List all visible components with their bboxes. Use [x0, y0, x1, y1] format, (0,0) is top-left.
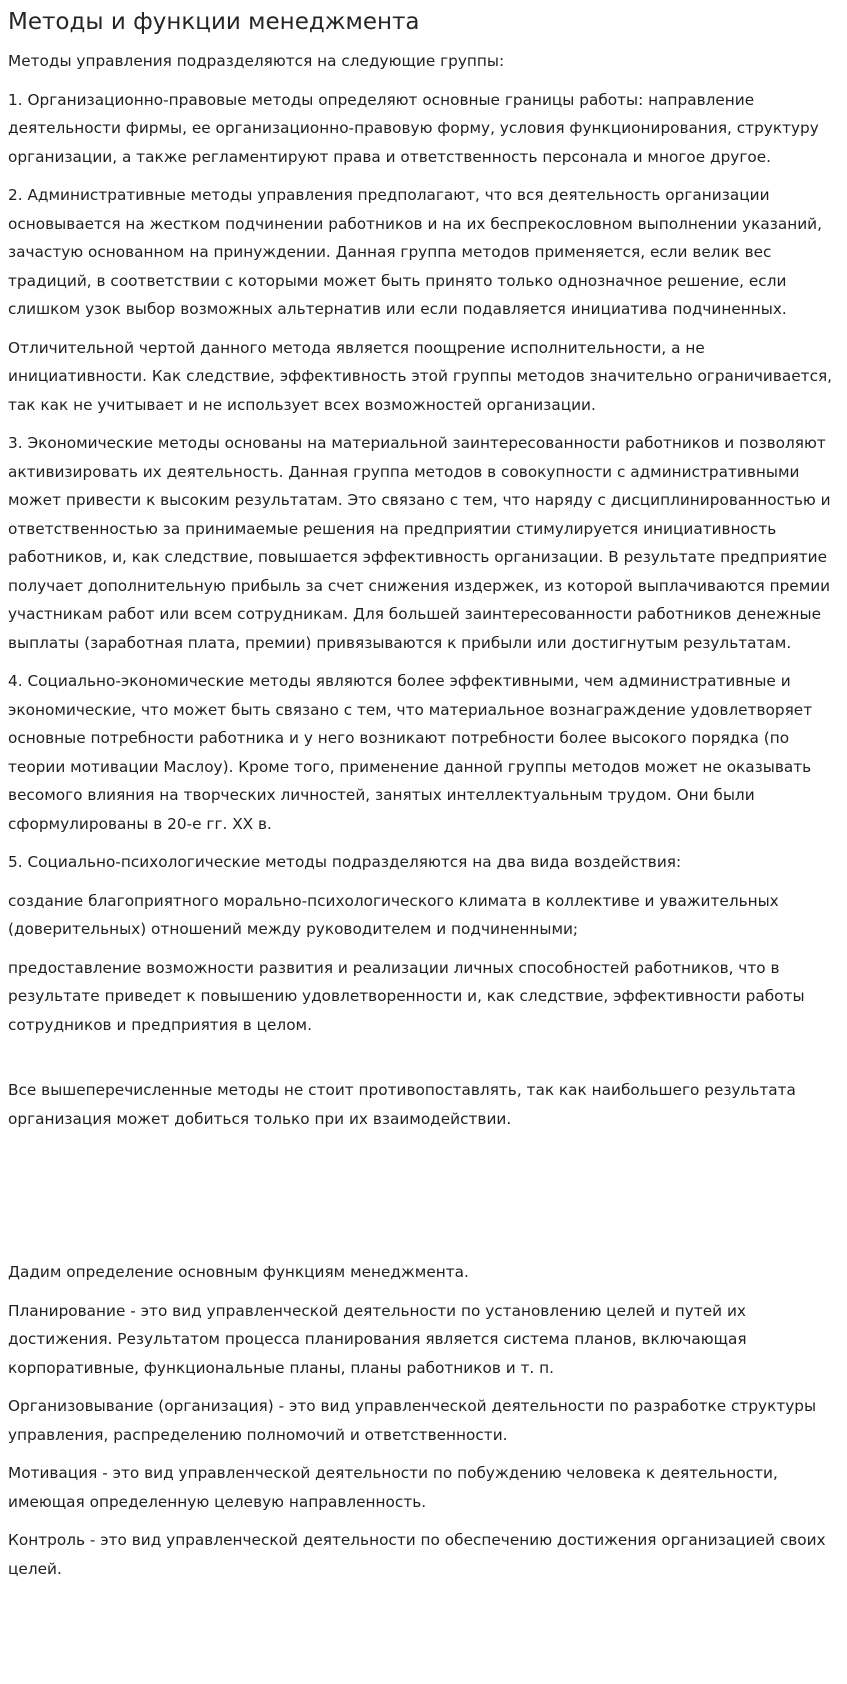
method-economic: 3. Экономические методы основаны на материальной заинтересованности работников и позволяют активизировать их деятельность. Данная группа методов в совокупности с административными может привести к высоким результатам. Это связано с тем, что наряду с дисциплинированностью и ответственностью за принимаемые решения на предприятии стимулируется инициативность работников, и, как следствие, повышается эффективность организации. В результате предприятие получает дополнительную прибыль за счет снижения издержек, из которой выплачиваются премии участникам работ или всем сотрудникам. Для большей заинтересованности работников денежные выплаты (заработная плата, премии) привязываются к прибыли или достигнутым результатам.	[8, 434, 831, 652]
function-motivation: Мотивация - это вид управленческой деятельности по побуждению человека к деятельности, имеющая определенную целевую направленность.	[8, 1464, 778, 1511]
methods-intro: Методы управления подразделяются на следующие группы:	[8, 52, 505, 70]
socio-psychological-type-2: предоставление возможности развития и реализации личных способностей работников, что в результате приведет к повышению удовлетворенности и, как следствие, эффективности работы сотрудников и предприятия в целом.	[8, 958, 805, 1034]
function-planning: Планирование - это вид управленческой деятельности по установлению целей и путей их достижения. Результатом процесса планирования является система планов, включающая корпоративные, функциональные планы, планы работников и т. п.	[8, 1301, 747, 1377]
method-administrative: 2. Административные методы управления предполагают, что вся деятельность организации основывается на жестком подчинении работников и на их беспрекословном выполнении указаний, зачастую основанном на принуждении. Данная группа методов применяется, если велик вес традиций, в соответствии с которыми может быть принято только однозначное решение, если слишком узок выбор возможных альтернатив или если подавляется инициатива подчиненных.	[8, 186, 822, 318]
section-spacer	[8, 1049, 839, 1076]
method-organizational-legal: 1. Организационно-правовые методы определяют основные границы работы: направление деятельности фирмы, ее организационно-правовую форму, условия функционирования, структуру организации, а также регламентируют права и ответственность персонала и многое другое.	[8, 90, 819, 166]
method-socio-psychological: 5. Социально-психологические методы подразделяются на два вида воздействия:	[8, 853, 682, 871]
function-organizing: Организовывание (организация) - это вид управленческой деятельности по разработке структуры управления, распределению полномочий и ответственности.	[8, 1397, 817, 1444]
method-socio-economic: 4. Социально-экономические методы являются более эффективными, чем административные и экономические, что может быть связано с тем, что материальное вознаграждение удовлетворяет основные потребности работника и у него возникают потребности более высокого порядка (по теории мотивации Маслоу). Кроме того, применение данной группы методов может не оказывать весомого влияния на творческих личностей, занятых интеллектуальным трудом. Они были сформулированы в 20-е гг. XX в.	[8, 672, 813, 833]
section-spacer	[8, 1143, 839, 1258]
methods-conclusion: Все вышеперечисленные методы не стоит противопоставлять, так как наибольшего результата организация может добиться только при их взаимодействии.	[8, 1081, 796, 1128]
page-title: Методы и функции менеджмента	[8, 9, 420, 35]
socio-psychological-type-1: создание благоприятного морально-психологического климата в коллективе и уважительных (доверительных) отношений между руководителем и подчиненными;	[8, 891, 779, 938]
function-control: Контроль - это вид управленческой деятельности по обеспечению достижения организацией своих целей.	[8, 1531, 826, 1578]
functions-intro: Дадим определение основным функциям менеджмента.	[8, 1263, 469, 1281]
method-administrative-feature: Отличительной чертой данного метода является поощрение исполнительности, а не инициативности. Как следствие, эффективность этой группы методов значительно ограничивается, так как не учитывает и не использует всех возможностей организации.	[8, 338, 833, 414]
